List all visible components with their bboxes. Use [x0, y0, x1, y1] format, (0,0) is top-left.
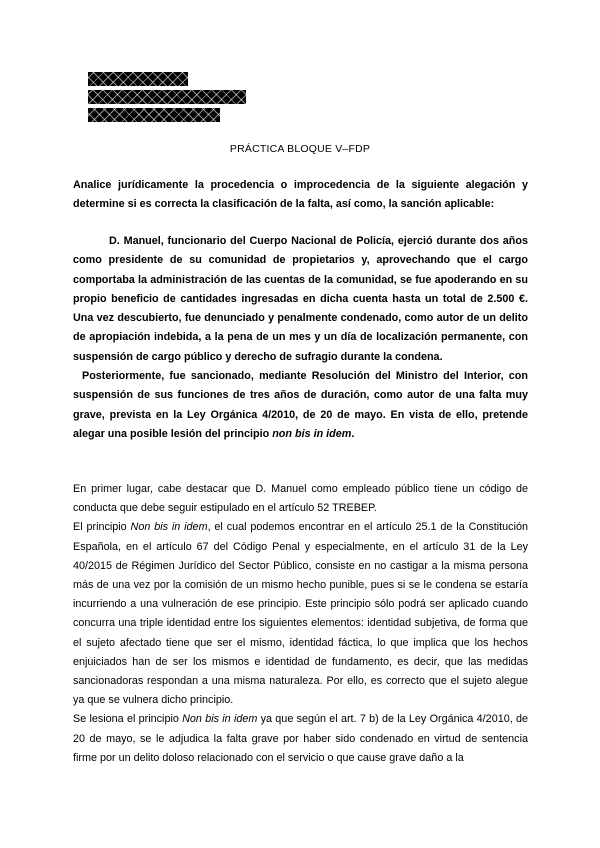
redacted-line-1: [88, 72, 188, 86]
answer-paragraph-2-start: El principio: [73, 521, 131, 534]
page-title: PRÁCTICA BLOQUE V–FDP: [229, 143, 371, 155]
answer-paragraph-2-text: , el cual podemos encontrar en el artículo 25.1 de la Constitución Española, en el artículo 67 del Código Penal y especialmente, en el artículo 31 de la Ley 40/2015 de Régimen Jurídico del Sector Público, consiste en no castigar a la misma persona más de una vez por la comisión de un mismo hecho punible, pues si se le condena se estaría incurriendo a una vulneración de ese principio. Este principio sólo podrá ser aplicado cuando concurra una triple identidad entre los siguientes elementos: identidad subjetiva, de forma que el sujeto afectado tiene que ser el mismo, identidad fáctica, lo que implica que los hechos enjuiciados han de ser los mismos e identidad de fundamento, es decir, que las medidas sancionadoras respondan a una misma naturaleza. Por ello, es correcto que el sujeto alegue ya que se vulnera dicho principio.: [73, 521, 528, 707]
answer-paragraph-2-emphasis: Non bis in idem: [130, 521, 208, 534]
case-paragraph-2-end: .: [351, 427, 355, 440]
answer-paragraph-3-text: ya que según el art. 7 b) de la Ley Orgánica 4/2010, de 20 de mayo, se le adjudica la falta grave por haber sido condenado en virtud de sentencia firme por un delito doloso relacionado con el servicio o que cause grave daño a la: [73, 713, 528, 764]
answer-paragraph-3: [73, 710, 528, 768]
answer-paragraph-2: [73, 518, 528, 710]
assignment-prompt: [73, 176, 528, 214]
answer-paragraph-3-start: Se lesiona el principio: [73, 713, 183, 726]
prompt-text: Analice jurídicamente la procedencia o improcedencia de la siguiente alegación y determine si es correcta la clasificación de la falta, así como, la sanción aplicable:: [73, 179, 528, 211]
redacted-line-2: [88, 90, 246, 104]
redacted-line-3: [88, 108, 220, 122]
case-paragraph-2-text: Posteriormente, fue sancionado, mediante Resolución del Ministro del Interior, con suspensión de sus funciones de tres años de duración, como autor de una falta muy grave, prevista en la Ley Orgánica 4/2010, de 20 de mayo. En vista de ello, pretende alegar una posible lesión del principio: [73, 370, 528, 440]
case-paragraph-2-emphasis: non bis in idem: [272, 427, 352, 440]
case-paragraph-2: [73, 367, 528, 444]
case-statement: [73, 232, 528, 444]
answer-body: [73, 480, 528, 768]
answer-paragraph-3-emphasis: Non bis in idem: [182, 713, 258, 726]
case-paragraph-1: D. Manuel, funcionario del Cuerpo Nacional de Policía, ejerció durante dos años como presidente de su comunidad de propietarios y, aprovechando que el cargo comportaba la administración de las cuentas de la comunidad, se fue apoderando en su propio beneficio de cantidades ingresadas en dicha cuenta hasta un total de 2.500 €. Una vez descubierto, fue denunciado y penalmente condenado, como autor de un delito de apropiación indebida, a la pena de un mes y un día de localización permanente, con suspensión de cargo público y derecho de sufragio durante la condena.: [73, 235, 528, 363]
answer-paragraph-1: En primer lugar, cabe destacar que D. Manuel como empleado público tiene un código de conducta que debe seguir estipulado en el artículo 52 TREBEP.: [73, 483, 528, 515]
